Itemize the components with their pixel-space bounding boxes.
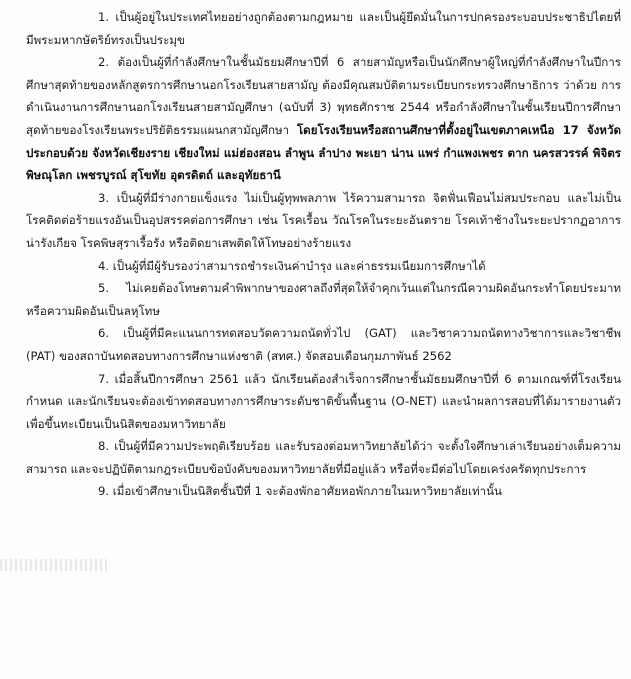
qualification-item-8 <box>26 435 621 480</box>
qualification-item-3-text: 3. เป็นผู้ที่มีร่างกายแข็งแรง ไม่เป็นผู้ทุพพลภาพ ไร้ความสามารถ จิตฟั่นเฟือนไม่สมประกอบ และไม่เป็นโรคติดต่อร้ายแรงอันเป็นอุปสรรคต่อการศึกษา เช่น โรคเรื้อน วัณโรคในระยะอันตราย โรคเท้าช้างในระยะปรากฏอาการ น่ารังเกียจ โรคพิษสุราเรื้อรัง หรือติดยาเสพติดให้โทษอย่างร้ายแรง <box>26 190 621 250</box>
scan-artifact <box>0 559 110 571</box>
qualification-item-1-text: 1. เป็นผู้อยู่ในประเทศไทยอย่างถูกต้องตามกฎหมาย และเป็นผู้ยึดมั่นในการปกครองระบอบประชาธิปไตยที่มีพระมหากษัตริย์ทรงเป็นประมุข <box>26 10 621 47</box>
qualification-item-4 <box>26 255 621 278</box>
qualification-item-2-text: 2. ต้องเป็นผู้ที่กำลังศึกษาในชั้นมัธยมศึกษาปีที่ 6 สายสามัญหรือเป็นนักศึกษาผู้ใหญ่ที่กำลังศึกษาในปีการศึกษาสุดท้ายของหลักสูตรการศึกษานอกโรงเรียนสายสามัญ ต้องมีคุณสมบัติตามระเบียบกระทรวงศึกษาธิการ ว่าด้วย การดำเนินงานการศึกษานอกโรงเรียนสายสามัญศึกษา (ฉบับที่ 3) พุทธศักราช 2544 หรือกำลังศึกษาในชั้นเรียนปีการศึกษาสุดท้ายของโรงเรียนพระปริยัติธรรมแผนกสามัญศึกษา <box>26 55 621 137</box>
qualification-item-6-text: 6. เป็นผู้ที่มีคะแนนการทดสอบวัดความถนัดทั่วไป (GAT) และวิชาความถนัดทางวิชาการและวิชาชีพ (PAT) ของสถาบันทดสอบทางการศึกษาแห่งชาติ (สทศ.) จัดสอบเดือนกุมภาพันธ์ 2562 <box>26 326 621 363</box>
qualification-item-1 <box>26 6 621 51</box>
qualification-item-4-text: 4. เป็นผู้ที่มีผู้รับรองว่าสามารถชำระเงินค่าบำรุง และค่าธรรมเนียมการศึกษาได้ <box>98 258 486 273</box>
qualification-item-2-bold-text: โดยโรงเรียนหรือสถานศึกษาที่ตั้งอยู่ในเขตภาคเหนือ 17 จังหวัด ประกอบด้วย จังหวัดเชียงราย เชียงใหม่ แม่ฮ่องสอน ลำพูน ลำปาง พะเยา น่าน แพร่ กำแพงเพชร ตาก นครสวรรค์ พิจิตร พิษณุโลก เพชรบูรณ์ สุโขทัย อุตรดิตถ์ และอุทัยธานี <box>26 122 621 183</box>
qualification-item-9-text: 9. เมื่อเข้าศึกษาเป็นนิสิตชั้นปีที่ 1 จะต้องพักอาศัยหอพักภายในมหาวิทยาลัยเท่านั้น <box>98 484 502 499</box>
qualification-item-6 <box>26 322 621 367</box>
qualification-item-8-text: 8. เป็นผู้ที่มีความประพฤติเรียบร้อย และรับรองต่อมหาวิทยาลัยได้ว่า จะตั้งใจศึกษาเล่าเรียนอย่างเต็มความสามารถ และจะปฏิบัติตามกฎระเบียบข้อบังคับของมหาวิทยาลัยที่มีอยู่แล้ว หรือที่จะมีต่อไปโดยเคร่งครัดทุกประการ <box>26 439 621 476</box>
qualification-item-2 <box>26 51 621 187</box>
qualification-item-9 <box>26 480 621 503</box>
qualification-item-7 <box>26 368 621 436</box>
qualification-item-7-text: 7. เมื่อสิ้นปีการศึกษา 2561 แล้ว นักเรียนต้องสำเร็จการศึกษาชั้นมัธยมศึกษาปีที่ 6 ตามเกณฑ์ที่โรงเรียนกำหนด และนักเรียนจะต้องเข้าทดสอบทางการศึกษาระดับชาติขั้นพื้นฐาน (O-NET) และนำผลการสอบที่ได้มารายงานตัวเพื่อขึ้นทะเบียนเป็นนิสิตของมหาวิทยาลัย <box>26 371 621 431</box>
qualification-item-3 <box>26 187 621 255</box>
qualification-item-5-text: 5. ไม่เคยต้องโทษตามคำพิพากษาของศาลถึงที่สุดให้จำคุกเว้นแต่ในกรณีความผิดอันกระทำโดยประมาทหรือความผิดอันเป็นลหุโทษ <box>26 281 621 318</box>
qualification-item-5 <box>26 277 621 322</box>
